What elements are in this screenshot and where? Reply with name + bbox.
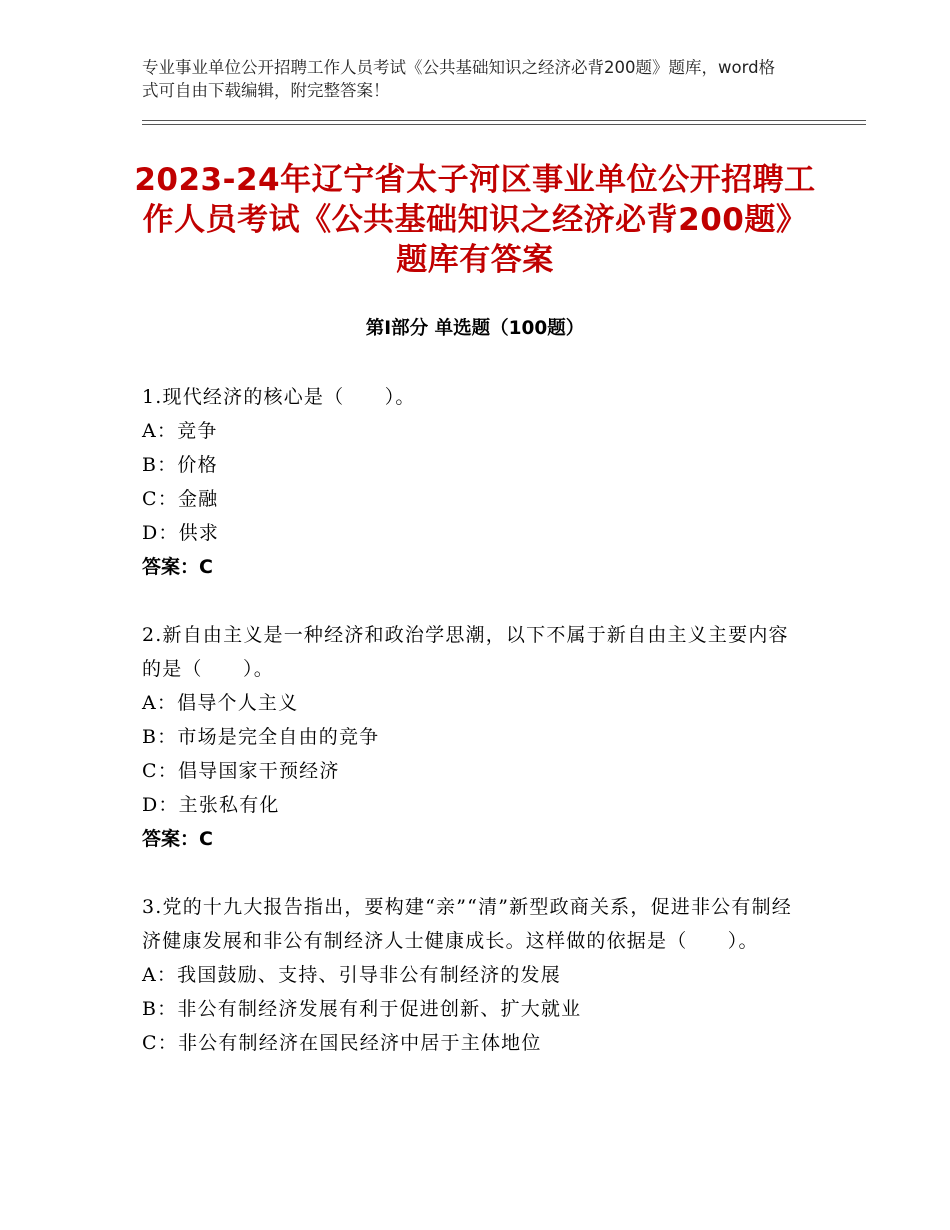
answer-value: C [199, 556, 213, 578]
header-note: 专业事业单位公开招聘工作人员考试《公共基础知识之经济必背200题》题库，word格式可自由下载编辑，附完整答案！ [142, 58, 776, 100]
answer-line [142, 550, 802, 584]
question-1 [142, 380, 802, 584]
answer-value: C [199, 828, 213, 850]
option-a: A：竞争 [142, 420, 218, 442]
header-divider-secondary [142, 124, 866, 125]
option-d: D：主张私有化 [142, 794, 280, 816]
document-title: 2023-24年辽宁省太子河区事业单位公开招聘工作人员考试《公共基础知识之经济必背200题》题库有答案 [134, 162, 816, 278]
answer-label: 答案： [142, 556, 200, 578]
question-stem: 3.党的十九大报告指出，要构建“亲”“清”新型政商关系，促进非公有制经济健康发展和非公有制经济人士健康成长。这样做的依据是（ ）。 [142, 896, 792, 952]
option-d: D：供求 [142, 522, 220, 544]
question-stem: 2.新自由主义是一种经济和政治学思潮，以下不属于新自由主义主要内容的是（ ）。 [142, 624, 789, 680]
answer-label: 答案： [142, 828, 200, 850]
option-a: A：我国鼓励、支持、引导非公有制经济的发展 [142, 964, 561, 986]
header-divider [142, 120, 866, 121]
option-c: C：金融 [142, 488, 219, 510]
question-2 [142, 618, 802, 856]
question-stem: 1.现代经济的核心是（ ）。 [142, 386, 416, 408]
option-b: B：市场是完全自由的竞争 [142, 726, 380, 748]
option-b: B：价格 [142, 454, 218, 476]
section-heading: 第Ⅰ部分 单选题（100题） [365, 318, 585, 339]
question-3 [142, 890, 802, 1060]
answer-line [142, 822, 802, 856]
option-c: C：非公有制经济在国民经济中居于主体地位 [142, 1032, 542, 1054]
option-b: B：非公有制经济发展有利于促进创新、扩大就业 [142, 998, 582, 1020]
question-list [142, 380, 802, 1094]
option-c: C：倡导国家干预经济 [142, 760, 340, 782]
option-a: A：倡导个人主义 [142, 692, 299, 714]
